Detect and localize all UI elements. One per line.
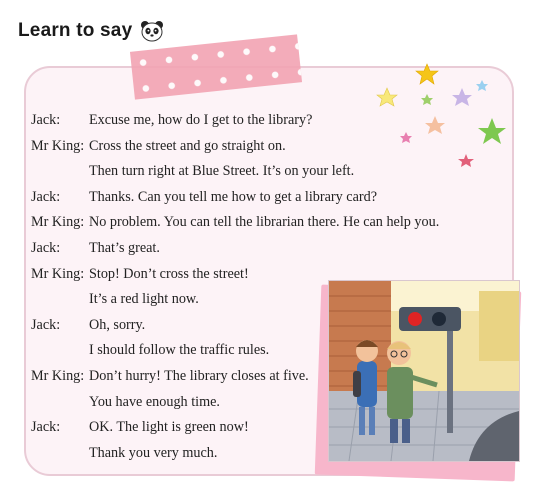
section-title: Learn to say bbox=[18, 20, 133, 41]
speaker-label bbox=[31, 390, 89, 416]
dialogue-line bbox=[31, 236, 439, 262]
speaker-label bbox=[31, 338, 89, 364]
utterance: Thank you very much. bbox=[89, 444, 218, 461]
utterance: Stop! Don’t cross the street! bbox=[89, 265, 249, 282]
speaker-label: Mr King: bbox=[31, 214, 85, 231]
speaker-label: Jack: bbox=[31, 112, 61, 128]
utterance: It’s a red light now. bbox=[89, 291, 199, 308]
panda-icon bbox=[140, 20, 164, 42]
utterance: No problem. You can tell the librarian there. He can help you. bbox=[89, 214, 440, 231]
speaker-label: Mr King: bbox=[31, 367, 85, 384]
section-header bbox=[18, 16, 164, 46]
dialogue-line bbox=[31, 185, 439, 211]
speaker-label: Jack: bbox=[31, 239, 61, 256]
speaker-label: Jack: bbox=[31, 188, 61, 205]
dialogue-line bbox=[31, 210, 439, 236]
street-illustration bbox=[328, 280, 520, 462]
utterance: You have enough time. bbox=[89, 393, 220, 410]
dialogue-line bbox=[31, 159, 439, 185]
speaker-label bbox=[31, 159, 89, 185]
speaker-label: Jack: bbox=[31, 316, 61, 333]
dialogue-line bbox=[31, 134, 439, 160]
utterance: Cross the street and go straight on. bbox=[89, 137, 286, 154]
utterance: That’s great. bbox=[89, 239, 160, 256]
utterance: I should follow the traffic rules. bbox=[89, 342, 270, 359]
utterance: OK. The light is green now! bbox=[89, 419, 249, 436]
utterance: Excuse me, how do I get to the library? bbox=[89, 112, 313, 128]
utterance: Oh, sorry. bbox=[89, 316, 146, 333]
utterance: Thanks. Can you tell me how to get a library card? bbox=[89, 188, 377, 205]
speaker-label: Jack: bbox=[31, 419, 61, 436]
utterance: Don’t hurry! The library closes at five. bbox=[89, 367, 309, 384]
dialogue-line bbox=[31, 108, 439, 134]
speaker-label bbox=[31, 441, 89, 467]
utterance: Then turn right at Blue Street. It’s on your left. bbox=[89, 163, 355, 180]
speaker-label: Mr King: bbox=[31, 137, 85, 154]
speaker-label: Mr King: bbox=[31, 265, 85, 282]
speaker-label bbox=[31, 287, 89, 313]
